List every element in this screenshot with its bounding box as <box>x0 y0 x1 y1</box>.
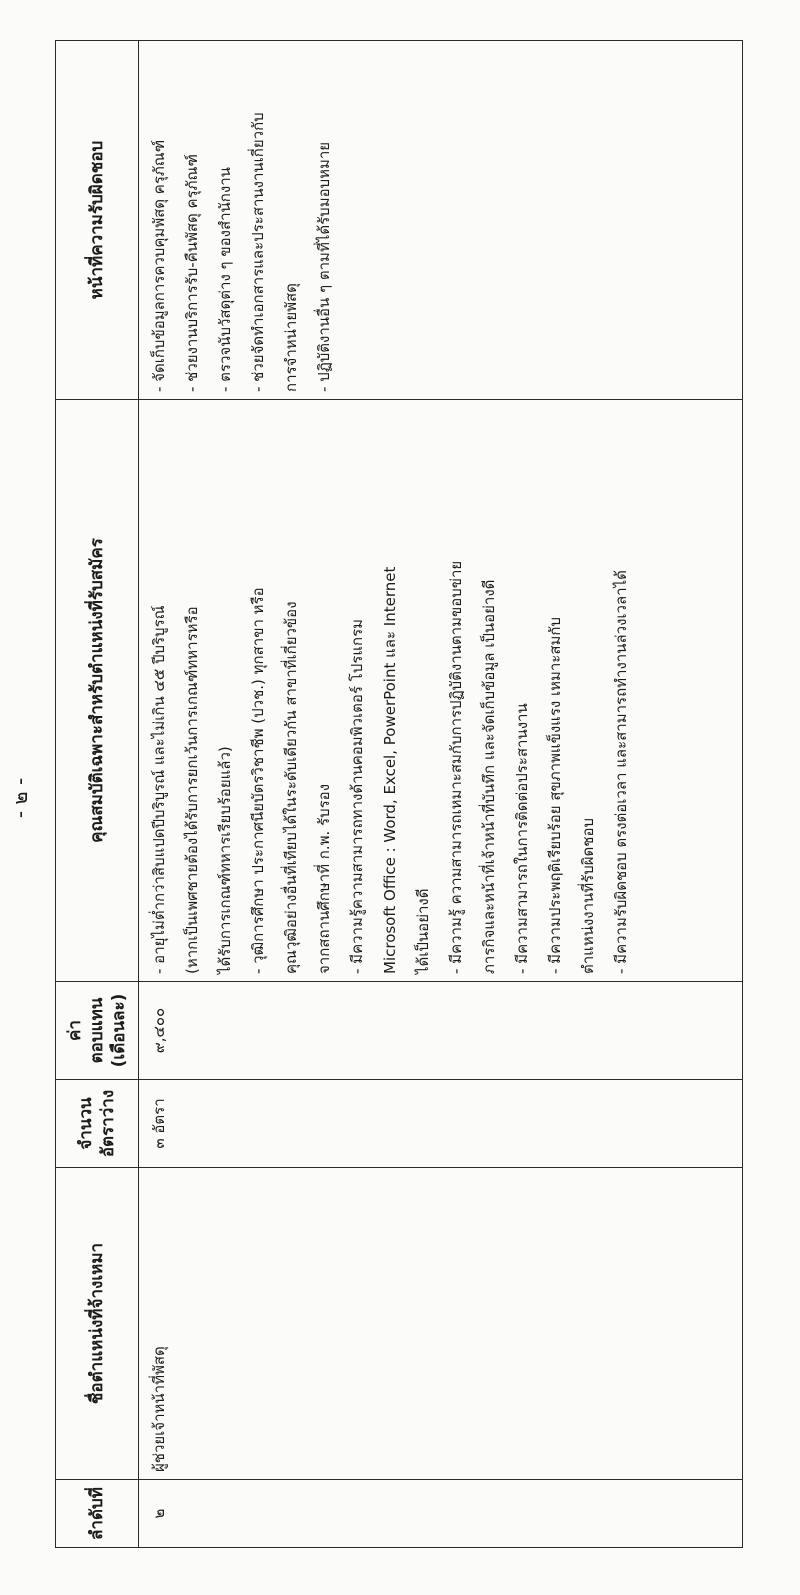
duty-line: - ช่วยงานบริการรับ-คืนพัสดุ ครุภัณฑ์ <box>183 154 201 392</box>
header-no: ลำดับที่ <box>56 1480 139 1548</box>
row-duties <box>139 41 743 400</box>
qualification-line: Microsoft Office : Word, Excel, PowerPoint และ Internet <box>381 566 399 974</box>
qualification-line: - มีความสามารถในการติดต่อประสานงาน <box>513 703 531 974</box>
qualification-line: ตำแหน่งงานที่รับผิดชอบ <box>579 817 597 974</box>
qualification-line: - มีความรับผิดชอบ ตรงต่อเวลา และสามารถทำงานล่วงเวลาได้ <box>612 570 630 974</box>
page-number: - ๒ - <box>8 777 32 819</box>
row-salary: ๙,๔๐๐ <box>139 982 743 1080</box>
header-position: ชื่อตำแหน่งที่จ้างเหมา <box>56 1168 139 1480</box>
header-qualifications: คุณสมบัติเฉพาะสำหรับตำแหน่งที่รับสมัคร <box>56 400 139 982</box>
qualification-line: คุณวุฒิอย่างอื่นที่เทียบได้ในระดับเดียวกัน สาขาที่เกี่ยวข้อง <box>282 601 300 974</box>
row-position: ผู้ช่วยเจ้าหน้าที่พัสดุ <box>139 1168 743 1480</box>
duty-line: - ช่วยจัดทำเอกสารและประสานงานเกี่ยวกับ <box>249 112 267 392</box>
qualification-line: - อายุไม่ต่ำกว่าสิบแปดปีบริบูรณ์ และไม่เกิน ๔๕ ปีบริบูรณ์ <box>150 605 168 974</box>
qualification-line: - วุฒิการศึกษา ประกาศนียบัตรวิชาชีพ (ปวช.) ทุกสาขา หรือ <box>249 587 267 974</box>
qualification-line: จากสถานศึกษาที่ ก.พ. รับรอง <box>315 783 333 974</box>
qualification-line: - มีความรู้ความสามารถทางด้านคอมพิวเตอร์ โปรแกรม <box>348 618 366 974</box>
qualification-line: - มีความประพฤติเรียบร้อย สุขภาพแข็งแรง เหมาะสมกับ <box>546 617 564 974</box>
row-vacancies: ๓ อัตรา <box>139 1080 743 1168</box>
header-vacancies: จำนวนอัตราว่าง <box>56 1080 139 1168</box>
row-no: ๒ <box>139 1480 743 1548</box>
qualification-line: - มีความรู้ ความสามารถเหมาะสมกับการปฏิบัติงานตามขอบข่าย <box>447 560 465 974</box>
header-salary: ค่าตอบแทน (เดือนละ) <box>56 982 139 1080</box>
recruitment-table <box>55 40 743 1548</box>
row-qualifications <box>139 400 743 982</box>
qualification-line: ภารกิจและหน้าที่เจ้าหน้าที่บันทึก และจัดเก็บข้อมูล เป็นอย่างดี <box>480 579 498 974</box>
duty-line: - ตรวจนับวัสดุต่าง ๆ ของสำนักงาน <box>216 167 234 392</box>
qualification-line: (หากเป็นเพศชายต้องได้รับการยกเว้นการเกณฑ์ทหารหรือ <box>183 606 201 974</box>
duty-line: การจำหน่ายพัสดุ <box>282 283 300 392</box>
qualification-line: ได้รับการเกณฑ์ทหารเรียบร้อยแล้ว) <box>216 746 234 974</box>
duty-line: - ปฏิบัติงานอื่น ๆ ตามที่ได้รับมอบหมาย <box>315 141 333 392</box>
header-duties: หน้าที่ความรับผิดชอบ <box>56 41 139 400</box>
qualification-line: ได้เป็นอย่างดี <box>414 888 432 974</box>
duty-line: - จัดเก็บข้อมูลการควบคุมพัสดุ ครุภัณฑ์ <box>150 139 168 392</box>
table-row <box>139 41 743 1548</box>
table-header-row <box>56 41 139 1548</box>
